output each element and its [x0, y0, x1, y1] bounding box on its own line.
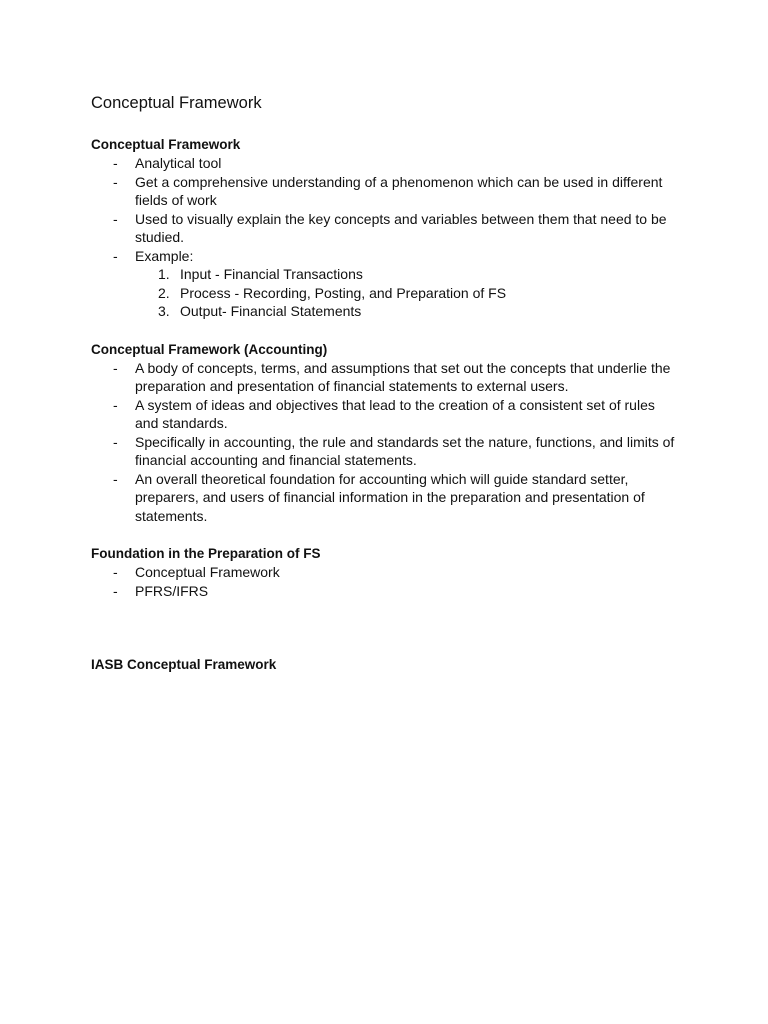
section-heading: IASB Conceptual Framework [91, 657, 277, 672]
bullet-dash: - [113, 396, 118, 413]
bullet-dash: - [113, 433, 118, 450]
bullet-dash: - [113, 359, 118, 376]
bullet-dash: - [113, 582, 118, 599]
list-item [91, 154, 675, 173]
list-item [91, 173, 675, 210]
list-item-text: Example: [135, 247, 194, 264]
bullet-list [91, 563, 768, 600]
item-number: 1. [158, 266, 170, 282]
list-item [91, 563, 675, 582]
list-item-text: Analytical tool [135, 155, 222, 171]
bullet-list [91, 359, 768, 526]
list-item-text: An overall theoretical foundation for accounting which will guide standard setter, preparers, and users of financial information in the preparation and presentation of statements. [135, 470, 645, 524]
list-item [91, 582, 675, 601]
bullet-list [91, 154, 768, 321]
list-item-text: Get a comprehensive understanding of a phenomenon which can be used in different fields of work [135, 173, 663, 208]
bullet-dash: - [113, 247, 118, 264]
item-number: 2. [158, 284, 170, 301]
bullet-dash: - [113, 210, 118, 227]
numbered-item [135, 302, 675, 321]
numbered-item-text: Output- Financial Statements [180, 303, 362, 319]
item-number: 3. [158, 303, 170, 319]
list-item-text: Used to visually explain the key concepts and variables between them that need to be studied. [135, 210, 667, 245]
list-item [91, 210, 675, 247]
section-heading: Conceptual Framework [91, 137, 241, 152]
list-item [91, 433, 675, 470]
section-conceptual-framework-accounting [91, 341, 768, 526]
numbered-item-text: Input - Financial Transactions [180, 266, 363, 282]
numbered-item [135, 265, 675, 284]
numbered-list [135, 265, 675, 321]
list-item-text: PFRS/IFRS [135, 582, 209, 599]
bullet-dash: - [113, 564, 118, 580]
list-item [91, 470, 675, 526]
list-item-text: A body of concepts, terms, and assumptions that set out the concepts that underlie the preparation and presentation of financial statements to external users. [135, 359, 671, 394]
bullet-dash: - [113, 173, 118, 190]
bullet-dash: - [113, 155, 118, 171]
list-item [91, 396, 675, 433]
section-foundation-fs [91, 545, 768, 600]
section-iasb-conceptual-framework [91, 656, 768, 674]
numbered-item-text: Process - Recording, Posting, and Preparation of FS [180, 284, 507, 301]
section-conceptual-framework [91, 136, 768, 321]
bullet-dash: - [113, 470, 118, 487]
list-item [91, 247, 675, 321]
list-item [91, 359, 675, 396]
numbered-item [135, 284, 675, 303]
section-heading: Conceptual Framework (Accounting) [91, 341, 328, 357]
spacer [91, 620, 768, 656]
list-item-text: Conceptual Framework [135, 564, 280, 580]
list-item-text: A system of ideas and objectives that lead to the creation of a consistent set of rules and standards. [135, 396, 655, 431]
document-title: Conceptual Framework [91, 94, 262, 112]
list-item-text: Specifically in accounting, the rule and standards set the nature, functions, and limits of financial accounting and financial statements. [135, 433, 675, 468]
section-heading: Foundation in the Preparation of FS [91, 546, 321, 561]
